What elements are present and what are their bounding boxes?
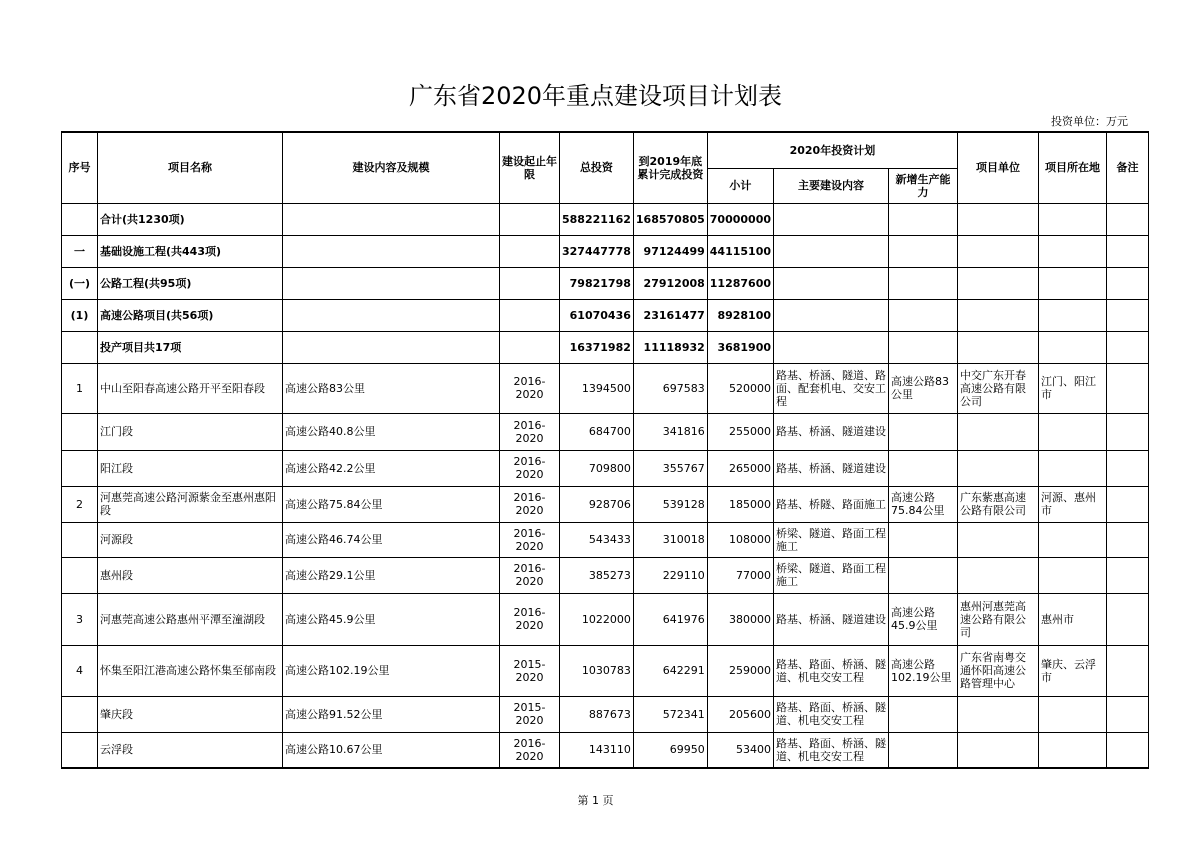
cell-main (774, 299, 889, 331)
cell-content: 高速公路42.2公里 (283, 450, 500, 486)
cell-content: 高速公路40.8公里 (283, 413, 500, 450)
cell-main: 路基、桥涵、隧道建设 (774, 450, 889, 486)
cell-seq: (1) (62, 299, 98, 331)
cell-loc (1039, 331, 1107, 363)
cell-total: 709800 (560, 450, 634, 486)
cell-cumulative: 641976 (633, 593, 707, 645)
cell-content (283, 203, 500, 235)
cell-subtotal: 380000 (707, 593, 773, 645)
cell-remark (1107, 450, 1149, 486)
cell-name: 公路工程(共95项) (98, 267, 283, 299)
cell-remark (1107, 235, 1149, 267)
cell-main: 桥梁、隧道、路面工程施工 (774, 557, 889, 593)
cell-capacity (889, 732, 958, 768)
cell-main: 路基、桥隧、路面施工 (774, 486, 889, 522)
cell-org (958, 450, 1039, 486)
cell-org (958, 235, 1039, 267)
cell-cumulative: 572341 (633, 696, 707, 732)
table-row (62, 267, 1149, 299)
cell-remark (1107, 267, 1149, 299)
table-row (62, 203, 1149, 235)
cell-seq (62, 557, 98, 593)
cell-seq (62, 696, 98, 732)
cell-cumulative: 23161477 (633, 299, 707, 331)
cell-subtotal: 3681900 (707, 331, 773, 363)
cell-subtotal: 70000000 (707, 203, 773, 235)
table-row (62, 522, 1149, 557)
cell-loc (1039, 522, 1107, 557)
cell-org (958, 732, 1039, 768)
cell-remark (1107, 696, 1149, 732)
cell-cumulative: 355767 (633, 450, 707, 486)
cell-total: 79821798 (560, 267, 634, 299)
cell-remark (1107, 557, 1149, 593)
cell-subtotal: 255000 (707, 413, 773, 450)
cell-main: 桥梁、隧道、路面工程施工 (774, 522, 889, 557)
table-row (62, 696, 1149, 732)
cell-subtotal: 53400 (707, 732, 773, 768)
cell-subtotal: 520000 (707, 363, 773, 413)
table-row (62, 235, 1149, 267)
cell-name: 肇庆段 (98, 696, 283, 732)
cell-content: 高速公路91.52公里 (283, 696, 500, 732)
cell-org: 广东省南粤交通怀阳高速公路管理中心 (958, 645, 1039, 696)
cell-seq (62, 331, 98, 363)
cell-period: 2015-2020 (500, 696, 560, 732)
cell-name: 怀集至阳江港高速公路怀集至郁南段 (98, 645, 283, 696)
cell-remark (1107, 522, 1149, 557)
cell-remark (1107, 732, 1149, 768)
cell-name: 阳江段 (98, 450, 283, 486)
cell-period: 2016-2020 (500, 413, 560, 450)
cell-cumulative: 168570805 (633, 203, 707, 235)
cell-name: 惠州段 (98, 557, 283, 593)
cell-name: 投产项目共17项 (98, 331, 283, 363)
cell-capacity (889, 235, 958, 267)
page-number: 第 1 页 (577, 794, 614, 807)
cell-main: 路基、路面、桥涵、隧道、机电交安工程 (774, 645, 889, 696)
cell-capacity (889, 331, 958, 363)
cell-total: 1394500 (560, 363, 634, 413)
cell-org (958, 267, 1039, 299)
cell-name: 合计(共1230项) (98, 203, 283, 235)
cell-name: 河源段 (98, 522, 283, 557)
cell-content (283, 299, 500, 331)
cell-loc (1039, 235, 1107, 267)
table-row (62, 413, 1149, 450)
cell-org (958, 331, 1039, 363)
cell-remark (1107, 299, 1149, 331)
cell-period (500, 267, 560, 299)
cell-remark (1107, 486, 1149, 522)
cell-content (283, 331, 500, 363)
cell-cumulative: 69950 (633, 732, 707, 768)
cell-period: 2016-2020 (500, 732, 560, 768)
cell-remark (1107, 645, 1149, 696)
cell-cumulative: 11118932 (633, 331, 707, 363)
cell-content: 高速公路102.19公里 (283, 645, 500, 696)
cell-seq: 4 (62, 645, 98, 696)
cell-cumulative: 310018 (633, 522, 707, 557)
cell-loc (1039, 413, 1107, 450)
cell-main: 路基、桥涵、隧道建设 (774, 593, 889, 645)
cell-capacity (889, 522, 958, 557)
cell-total: 1022000 (560, 593, 634, 645)
cell-capacity (889, 557, 958, 593)
header-name: 项目名称 (98, 132, 283, 203)
cell-name: 云浮段 (98, 732, 283, 768)
cell-total: 1030783 (560, 645, 634, 696)
cell-total: 928706 (560, 486, 634, 522)
table-row (62, 557, 1149, 593)
cell-capacity (889, 299, 958, 331)
cell-remark (1107, 593, 1149, 645)
cell-capacity (889, 413, 958, 450)
cell-name: 高速公路项目(共56项) (98, 299, 283, 331)
cell-capacity: 高速公路83公里 (889, 363, 958, 413)
header-total: 总投资 (560, 132, 634, 203)
cell-name: 江门段 (98, 413, 283, 450)
cell-cumulative: 341816 (633, 413, 707, 450)
cell-name: 河惠莞高速公路河源紫金至惠州惠阳段 (98, 486, 283, 522)
cell-capacity (889, 450, 958, 486)
cell-loc (1039, 203, 1107, 235)
cell-name: 中山至阳春高速公路开平至阳春段 (98, 363, 283, 413)
cell-remark (1107, 413, 1149, 450)
cell-remark (1107, 203, 1149, 235)
cell-content: 高速公路45.9公里 (283, 593, 500, 645)
cell-subtotal: 77000 (707, 557, 773, 593)
cell-main (774, 267, 889, 299)
cell-period: 2016-2020 (500, 593, 560, 645)
investment-unit-note: 投资单位：万元 (1051, 115, 1128, 128)
cell-period (500, 235, 560, 267)
cell-org: 中交广东开春高速公路有限公司 (958, 363, 1039, 413)
cell-main: 路基、路面、桥涵、隧道、机电交安工程 (774, 732, 889, 768)
cell-subtotal: 259000 (707, 645, 773, 696)
cell-subtotal: 205600 (707, 696, 773, 732)
cell-main (774, 235, 889, 267)
cell-content (283, 235, 500, 267)
cell-name: 基础设施工程(共443项) (98, 235, 283, 267)
cell-period: 2016-2020 (500, 450, 560, 486)
cell-content: 高速公路83公里 (283, 363, 500, 413)
cell-seq: 1 (62, 363, 98, 413)
cell-total: 684700 (560, 413, 634, 450)
cell-period: 2016-2020 (500, 557, 560, 593)
header-unit: 项目单位 (958, 132, 1039, 203)
cell-period: 2016-2020 (500, 363, 560, 413)
cell-seq: 一 (62, 235, 98, 267)
cell-content (283, 267, 500, 299)
cell-total: 61070436 (560, 299, 634, 331)
cell-cumulative: 539128 (633, 486, 707, 522)
cell-org (958, 203, 1039, 235)
cell-seq: (一) (62, 267, 98, 299)
cell-capacity: 高速公路102.19公里 (889, 645, 958, 696)
cell-loc (1039, 299, 1107, 331)
page-title: 广东省2020年重点建设项目计划表 (408, 82, 783, 110)
header-content: 建设内容及规模 (283, 132, 500, 203)
cell-total: 327447778 (560, 235, 634, 267)
cell-period: 2015-2020 (500, 645, 560, 696)
cell-total: 543433 (560, 522, 634, 557)
cell-capacity (889, 203, 958, 235)
header-plan2020: 2020年投资计划 (707, 132, 957, 168)
cell-cumulative: 697583 (633, 363, 707, 413)
header-remark: 备注 (1107, 132, 1149, 203)
cell-org (958, 522, 1039, 557)
cell-subtotal: 11287600 (707, 267, 773, 299)
cell-total: 143110 (560, 732, 634, 768)
cell-org (958, 557, 1039, 593)
table-row (62, 331, 1149, 363)
header-period: 建设起止年限 (500, 132, 560, 203)
cell-org: 惠州河惠莞高速公路有限公司 (958, 593, 1039, 645)
cell-capacity: 高速公路75.84公里 (889, 486, 958, 522)
cell-remark (1107, 331, 1149, 363)
cell-name: 河惠莞高速公路惠州平潭至潼湖段 (98, 593, 283, 645)
header-cumulative: 到2019年底累计完成投资 (633, 132, 707, 203)
cell-seq (62, 732, 98, 768)
cell-seq (62, 450, 98, 486)
header-subtotal: 小计 (707, 168, 773, 203)
cell-period: 2016-2020 (500, 522, 560, 557)
cell-cumulative: 27912008 (633, 267, 707, 299)
cell-loc (1039, 732, 1107, 768)
cell-period: 2016-2020 (500, 486, 560, 522)
cell-cumulative: 97124499 (633, 235, 707, 267)
cell-content: 高速公路29.1公里 (283, 557, 500, 593)
cell-cumulative: 229110 (633, 557, 707, 593)
cell-capacity (889, 696, 958, 732)
header-new-capacity: 新增生产能力 (889, 168, 958, 203)
cell-loc: 惠州市 (1039, 593, 1107, 645)
table-row (62, 645, 1149, 696)
cell-org (958, 696, 1039, 732)
table-row (62, 593, 1149, 645)
cell-loc (1039, 696, 1107, 732)
cell-seq: 2 (62, 486, 98, 522)
header-location: 项目所在地 (1039, 132, 1107, 203)
cell-loc: 肇庆、云浮市 (1039, 645, 1107, 696)
cell-content: 高速公路75.84公里 (283, 486, 500, 522)
header-seq: 序号 (62, 132, 98, 203)
cell-subtotal: 44115100 (707, 235, 773, 267)
cell-main: 路基、桥涵、隧道、路面、配套机电、交安工程 (774, 363, 889, 413)
cell-content: 高速公路46.74公里 (283, 522, 500, 557)
header-main-content: 主要建设内容 (774, 168, 889, 203)
cell-subtotal: 8928100 (707, 299, 773, 331)
cell-period (500, 299, 560, 331)
cell-seq (62, 522, 98, 557)
cell-subtotal: 108000 (707, 522, 773, 557)
cell-loc (1039, 450, 1107, 486)
cell-loc: 河源、惠州市 (1039, 486, 1107, 522)
cell-period (500, 331, 560, 363)
cell-remark (1107, 363, 1149, 413)
cell-main: 路基、桥涵、隧道建设 (774, 413, 889, 450)
table-row (62, 486, 1149, 522)
cell-seq (62, 203, 98, 235)
table-row (62, 732, 1149, 768)
cell-period (500, 203, 560, 235)
cell-total: 588221162 (560, 203, 634, 235)
cell-loc (1039, 557, 1107, 593)
cell-total: 887673 (560, 696, 634, 732)
cell-subtotal: 265000 (707, 450, 773, 486)
cell-total: 385273 (560, 557, 634, 593)
cell-seq (62, 413, 98, 450)
cell-capacity (889, 267, 958, 299)
project-plan-table (61, 131, 1149, 769)
cell-loc: 江门、阳江市 (1039, 363, 1107, 413)
cell-org (958, 299, 1039, 331)
cell-main (774, 331, 889, 363)
table-row (62, 299, 1149, 331)
cell-loc (1039, 267, 1107, 299)
cell-org: 广东紫惠高速公路有限公司 (958, 486, 1039, 522)
cell-org (958, 413, 1039, 450)
table-row (62, 363, 1149, 413)
cell-main: 路基、路面、桥涵、隧道、机电交安工程 (774, 696, 889, 732)
cell-seq: 3 (62, 593, 98, 645)
cell-subtotal: 185000 (707, 486, 773, 522)
cell-cumulative: 642291 (633, 645, 707, 696)
cell-total: 16371982 (560, 331, 634, 363)
cell-content: 高速公路10.67公里 (283, 732, 500, 768)
table-row (62, 450, 1149, 486)
cell-capacity: 高速公路45.9公里 (889, 593, 958, 645)
cell-main (774, 203, 889, 235)
